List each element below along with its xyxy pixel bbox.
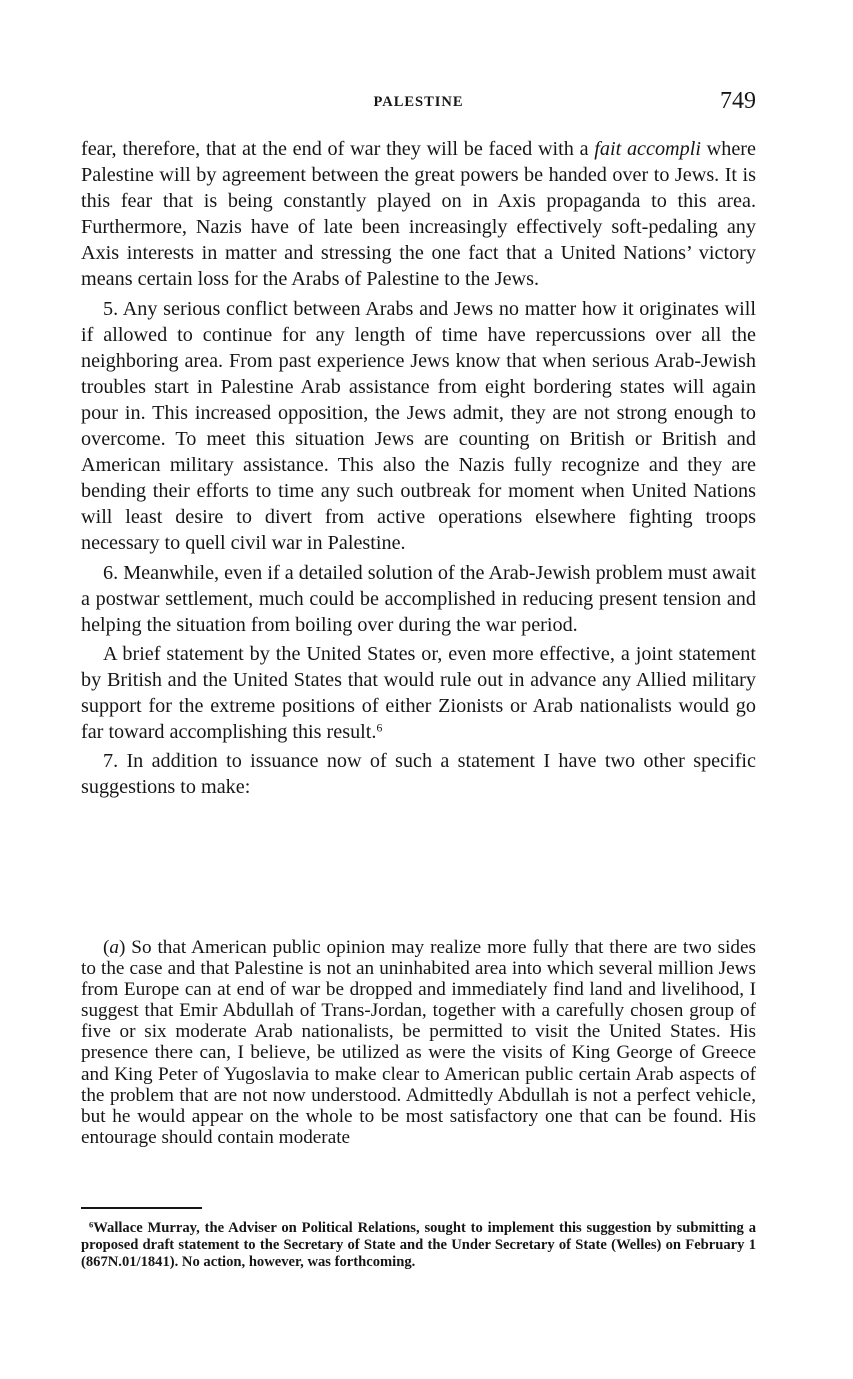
footnote-text: Wallace Murray, the Adviser on Political Relations, sought to implement this suggestion by submitting a proposed draft statement to the Secretary of State and the Under Secretary of State (Welles) on February 1 (867N.01/1841). No action, however, was forthcoming. [81,1220,756,1270]
running-head [81,90,756,120]
paren-close: ) [118,937,126,958]
running-head-title: PALESTINE [373,94,464,110]
subparagraph-a [81,937,756,1148]
subparagraph-label: a [109,937,119,958]
footnote [81,1220,756,1271]
paragraph-6: 6. Meanwhile, even if a detailed solution of the Arab-Jewish problem must await a postwar settlement, much could be accomplished in reducing present tension and helping the situation from boiling over during the war period. [81,561,756,636]
footnote-reference: 6 [376,721,383,735]
footnote-divider [81,1207,202,1209]
paragraph-text: fear, therefore, that at the end of war they will be faced with a [81,138,595,160]
body-text [81,136,756,800]
footnote-marker: 6 [89,1219,94,1230]
paragraph-5: 5. Any serious conflict between Arabs and Jews no matter how it originates will if allowed to continue for any length of time have repercussions over all the neighboring area. From past experience Jews know that when serious Arab-Jewish troubles start in Palestine Arab assistance from eight bordering states will again pour in. This increased opposition, the Jews admit, they are not strong enough to overcome. To meet this situation Jews are counting on British or British and American military assistance. This also the Nazis fully recognize and they are bending their efforts to time any such outbreak for moment when United Nations will least desire to divert from active operations elsewhere fighting troops necessary to quell civil war in Palestine. [81,297,756,555]
paragraph-statement [81,641,756,745]
paragraph-continued [81,136,756,293]
italic-phrase: fait [594,138,622,160]
paragraph-7: 7. In addition to issuance now of such a statement I have two other specific suggestions to make: [81,750,756,799]
italic-phrase: accompli [626,138,701,160]
subparagraph-a-block [81,937,756,1148]
paragraph-text: where Palestine will by agreement between the great powers be handed over to Jews. It is this fear that is being constantly played on in Axis propaganda to this area. Furthermore, Nazis have of late been increasingly effectively soft-pedaling any Axis interests in matter and stressing the one fact that a United Nations’ victory means certain loss for the Arabs of Palestine to the Jews. [81,138,756,291]
page-number: 749 [720,88,756,114]
paragraph-text: A brief statement by the United States or, even more effective, a joint statement by British and the United States that would rule out in advance any Allied military support for the extreme positions of either Zionists or Arab nationalists would go far toward accomplishing this result. [81,642,756,744]
footnote-body [81,1220,756,1271]
paren-open: ( [103,937,110,958]
paragraph-text: So that American public opinion may realize more fully that there are two sides to the case and that Palestine is not an uninhabited area into which several million Jews from Europe can at end of war be dropped and immediately find land and livelihood, I suggest that Emir Abdullah of Trans-Jordan, together with a carefully chosen group of five or six moderate Arab nationalists, be permitted to visit the United States. His presence there can, I believe, be utilized as were the visits of King George of Greece and King Peter of Yugoslavia to make clear to American public certain Arab aspects of the problem that are not now understood. Admittedly Abdullah is not a perfect vehicle, but he would appear on the whole to be most satisfactory one that can be found. His entourage should contain moderate [81,937,756,1148]
